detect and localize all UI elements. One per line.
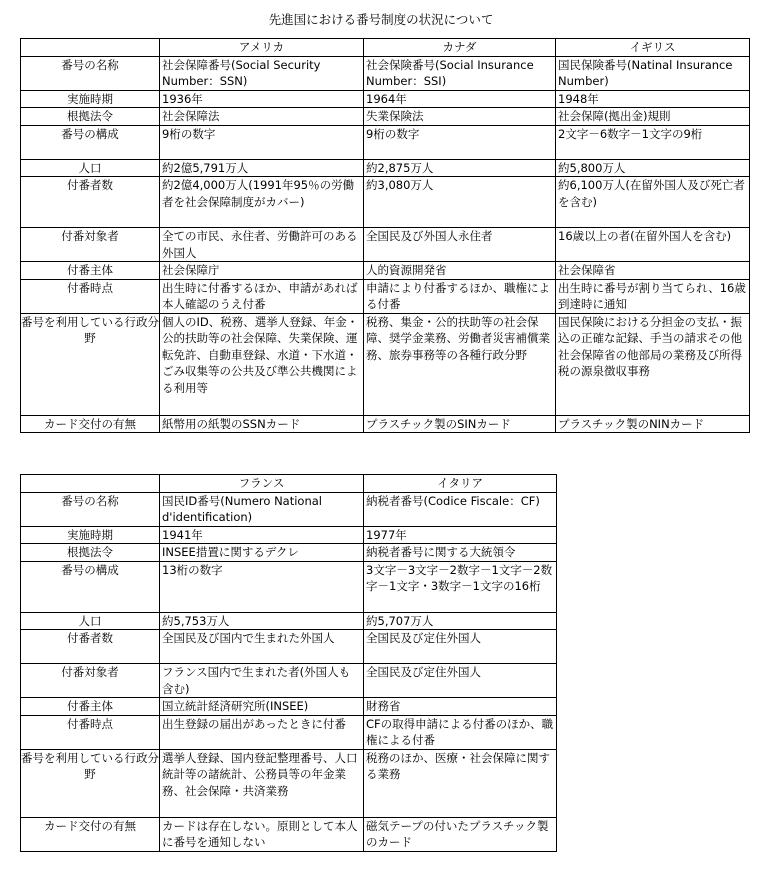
row-label: 番号の名称 <box>21 492 160 526</box>
table-cell: 全ての市民、永住者、労働許可のある外国人 <box>160 228 364 262</box>
country-header: イギリス <box>556 39 750 57</box>
table-row <box>21 279 750 313</box>
table-cell: 社会保障番号(Social Security Number：SSN) <box>160 56 364 90</box>
header-corner-cell <box>21 39 160 57</box>
table-cell: 磁気テープの付いたプラスチック製のカード <box>364 817 557 851</box>
table-cell: 約6,100万人(在留外国人及び死亡者を含む) <box>556 177 750 228</box>
row-label: 番号の名称 <box>21 56 160 90</box>
table-cell: 税務のほか、医療・社会保障に関する業務 <box>364 749 557 817</box>
table-cell: 紙幣用の紙製のSSNカード <box>160 415 364 433</box>
table-header-row <box>21 39 750 57</box>
row-label: 付番主体 <box>21 262 160 280</box>
table-row <box>21 544 557 562</box>
table-row <box>21 177 750 228</box>
row-label: 実施時期 <box>21 90 160 108</box>
table-cell: フランス国内で生まれた者(外国人も含む) <box>160 664 364 698</box>
table-row <box>21 492 557 526</box>
table-row <box>21 664 557 698</box>
row-label: 実施時期 <box>21 526 160 544</box>
table-cell: 税務、集金・公的扶助等の社会保障、奨学金業務、労働者災害補償業務、旅券事務等の各種行政分野 <box>364 313 556 415</box>
table-cell: 1936年 <box>160 90 364 108</box>
table-cell: 国民保険番号(Natinal Insurance Number) <box>556 56 750 90</box>
table-cell: 約5,707万人 <box>364 612 557 630</box>
table-cell: 全国民及び外国人永住者 <box>364 228 556 262</box>
country-header: イタリア <box>364 475 557 493</box>
table-row <box>21 56 750 90</box>
table-cell: 出生時に付番するほか、申請があれば本人確認のうえ付番 <box>160 279 364 313</box>
table-cell: 出生登録の届出があったときに付番 <box>160 715 364 749</box>
row-label: 人口 <box>21 612 160 630</box>
row-label: 付番者数 <box>21 177 160 228</box>
table-cell: 全国民及び定住外国人 <box>364 630 557 664</box>
table-cell: 1941年 <box>160 526 364 544</box>
table-cell: 1948年 <box>556 90 750 108</box>
table-cell: 全国民及び国内で生まれた外国人 <box>160 630 364 664</box>
table-cell: 社会保障省 <box>556 262 750 280</box>
table-cell: 約2,875万人 <box>364 159 556 177</box>
row-label: 付番対象者 <box>21 664 160 698</box>
row-label: 根拠法令 <box>21 108 160 126</box>
table-row <box>21 561 557 612</box>
table-cell: 約2億4,000万人(1991年95％の労働者を社会保障制度がカバー) <box>160 177 364 228</box>
table-row <box>21 415 750 433</box>
table-row <box>21 125 750 159</box>
table-cell: 16歳以上の者(在留外国人を含む) <box>556 228 750 262</box>
table-cell: 失業保険法 <box>364 108 556 126</box>
table-row <box>21 749 557 817</box>
table-cell: 2文字－6数字－1文字の9桁 <box>556 125 750 159</box>
header-corner-cell <box>21 475 160 493</box>
table-cell: CFの取得申請による付番のほか、職権による付番 <box>364 715 557 749</box>
table-row <box>21 262 750 280</box>
table-row <box>21 108 750 126</box>
table-row <box>21 817 557 851</box>
country-header: カナダ <box>364 39 556 57</box>
table-cell: INSEE措置に関するデクレ <box>160 544 364 562</box>
table-cell: 約5,800万人 <box>556 159 750 177</box>
page-title: 先進国における番号制度の状況について <box>268 12 494 27</box>
table-cell: 1964年 <box>364 90 556 108</box>
table-cell: 社会保障庁 <box>160 262 364 280</box>
row-label: 人口 <box>21 159 160 177</box>
table-cell: 9桁の数字 <box>160 125 364 159</box>
table-row <box>21 313 750 415</box>
table-row <box>21 630 557 664</box>
table-cell: プラスチック製のSINカード <box>364 415 556 433</box>
table-row <box>21 715 557 749</box>
table-cell: 3文字－3文字－2数字－1文字－2数字－1文字・3数字－1文字の16桁 <box>364 561 557 612</box>
table-header-row <box>21 475 557 493</box>
table-cell: 社会保障法 <box>160 108 364 126</box>
row-label: 番号の構成 <box>21 561 160 612</box>
table-cell: 出生時に番号が割り当てられ、16歳到達時に通知 <box>556 279 750 313</box>
row-label: 番号の構成 <box>21 125 160 159</box>
country-header: アメリカ <box>160 39 364 57</box>
row-label: カード交付の有無 <box>21 415 160 433</box>
table-cell: 国民ID番号(Numero National d'identification) <box>160 492 364 526</box>
table-cell: 社会保険番号(Social Insurance Number：SSI) <box>364 56 556 90</box>
table-cell: 国立統計経済研究所(INSEE) <box>160 698 364 716</box>
table-cell: 全国民及び定住外国人 <box>364 664 557 698</box>
table-cell: 個人のID、税務、選挙人登録、年金・公的扶助等の社会保障、失業保険、運転免許、自動車登録、水道・下水道・ごみ収集等の公共及び準公共機関による利用等 <box>160 313 364 415</box>
table-row <box>21 612 557 630</box>
row-label: 番号を利用している行政分野 <box>21 313 160 415</box>
row-label: 根拠法令 <box>21 544 160 562</box>
table-cell: 1977年 <box>364 526 557 544</box>
country-header: フランス <box>160 475 364 493</box>
table-cell: 約3,080万人 <box>364 177 556 228</box>
table-row <box>21 159 750 177</box>
row-label: 付番時点 <box>21 715 160 749</box>
table-cell: 財務省 <box>364 698 557 716</box>
row-label: 番号を利用している行政分野 <box>21 749 160 817</box>
comparison-table-1 <box>20 38 750 433</box>
table-cell: 9桁の数字 <box>364 125 556 159</box>
table-row <box>21 90 750 108</box>
table-cell: 社会保障(拠出金)規則 <box>556 108 750 126</box>
row-label: 付番対象者 <box>21 228 160 262</box>
row-label: カード交付の有無 <box>21 817 160 851</box>
table-cell: 約5,753万人 <box>160 612 364 630</box>
table-cell: 13桁の数字 <box>160 561 364 612</box>
row-label: 付番者数 <box>21 630 160 664</box>
table-row <box>21 228 750 262</box>
table-cell: 約2億5,791万人 <box>160 159 364 177</box>
table-cell: カードは存在しない。原則として本人に番号を通知しない <box>160 817 364 851</box>
table-cell: 納税者番号に関する大統領令 <box>364 544 557 562</box>
comparison-table-2 <box>20 474 557 852</box>
table-row <box>21 698 557 716</box>
table-cell: 納税者番号(Codice Fiscale：CF) <box>364 492 557 526</box>
table-cell: 申請により付番するほか、職権による付番 <box>364 279 556 313</box>
table-cell: プラスチック製のNINカード <box>556 415 750 433</box>
table-cell: 国民保険における分担金の支払・振込の正確な記録、手当の請求その他社会保障省の他部局の業務及び所得税の源泉徴収事務 <box>556 313 750 415</box>
table-cell: 人的資源開発省 <box>364 262 556 280</box>
table-row <box>21 526 557 544</box>
row-label: 付番時点 <box>21 279 160 313</box>
table-cell: 選挙人登録、国内登記整理番号、人口統計等の諸統計、公務員等の年金業務、社会保障・共済業務 <box>160 749 364 817</box>
row-label: 付番主体 <box>21 698 160 716</box>
